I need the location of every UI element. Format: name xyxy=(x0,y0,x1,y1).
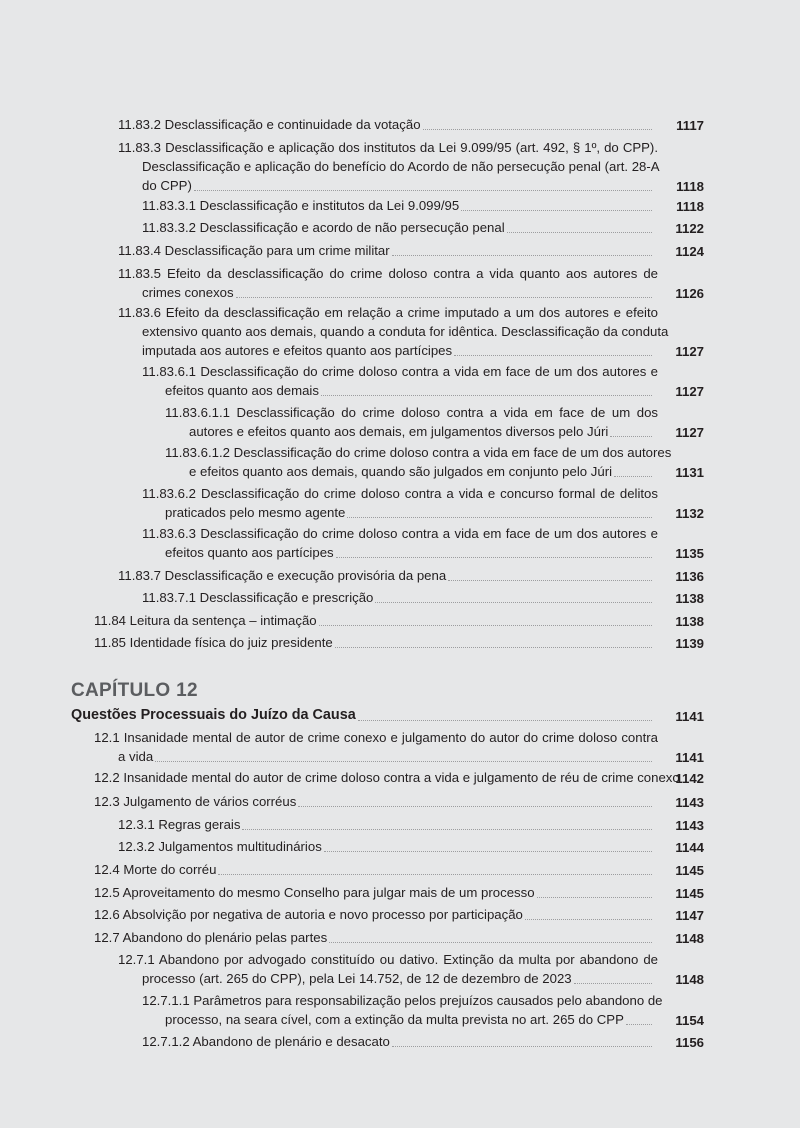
toc-entry-text: 12.2 Insanidade mental do autor de crime doloso contra a vida e julgamento de réu de crime conexo xyxy=(94,770,680,785)
dot-leader xyxy=(525,919,652,920)
page-number: 1118 xyxy=(676,199,704,214)
toc-entry-text: 12.1 Insanidade mental de autor de crime conexo e julgamento do autor do crime doloso contra xyxy=(94,730,658,745)
dot-leader xyxy=(298,806,652,807)
toc-entry-text: extensivo quanto aos demais, quando a conduta for idêntica. Desclassificação da conduta xyxy=(142,324,669,339)
page-number: 1132 xyxy=(675,506,704,521)
toc-entry-text: Questões Processuais do Juízo da Causa xyxy=(71,707,356,723)
page-number: 1118 xyxy=(676,179,704,194)
page-number: 1143 xyxy=(675,795,704,810)
toc-entry-text: efeitos quanto aos demais xyxy=(165,383,319,398)
dot-leader xyxy=(236,297,652,298)
page-number: 1144 xyxy=(675,840,704,855)
page-number: 1156 xyxy=(675,1035,704,1050)
toc-entry-text: crimes conexos xyxy=(142,285,234,300)
dot-leader xyxy=(358,720,652,721)
toc-entry-text: 11.85 Identidade física do juiz presidente xyxy=(94,635,333,650)
toc-entry-text: 12.7.1.2 Abandono de plenário e desacato xyxy=(142,1034,390,1049)
page-number: 1127 xyxy=(675,384,704,399)
dot-leader xyxy=(610,436,652,437)
toc-entry-text: processo (art. 265 do CPP), pela Lei 14.752, de 12 de dezembro de 2023 xyxy=(142,971,572,986)
toc-entry-text: autores e efeitos quanto aos demais, em julgamentos diversos pelo Júri xyxy=(189,424,609,439)
dot-leader xyxy=(155,761,652,762)
dot-leader xyxy=(574,983,652,984)
dot-leader xyxy=(218,874,652,875)
toc-entry-text: 11.83.7.1 Desclassificação e prescrição xyxy=(142,590,374,605)
dot-leader xyxy=(626,1024,652,1025)
page-number: 1143 xyxy=(675,818,704,833)
toc-entry-text: 11.83.6.2 Desclassificação do crime doloso contra a vida e concurso formal de delitos xyxy=(142,486,658,501)
dot-leader xyxy=(375,602,652,603)
page-number: 1148 xyxy=(675,931,704,946)
dot-leader xyxy=(242,829,652,830)
page-number: 1136 xyxy=(675,569,704,584)
toc-entry-text: 12.7 Abandono do plenário pelas partes xyxy=(94,930,328,945)
toc-entry-text: 12.7.1.1 Parâmetros para responsabilização pelos prejuízos causados pelo abandono de xyxy=(142,993,663,1008)
toc-entry-text: 12.3.2 Julgamentos multitudinários xyxy=(118,839,322,854)
toc-entry-text: 11.83.6.1.2 Desclassificação do crime doloso contra a vida em face de um dos autores xyxy=(165,445,672,460)
dot-leader xyxy=(194,190,652,191)
toc-entry-text: efeitos quanto aos partícipes xyxy=(165,545,334,560)
toc-entry-text: do CPP) xyxy=(142,178,192,193)
page-number: 1126 xyxy=(675,286,704,301)
toc-entry-text: 11.83.3.2 Desclassificação e acordo de não persecução penal xyxy=(142,220,505,235)
toc-entry-text: 11.83.7 Desclassificação e execução provisória da pena xyxy=(118,568,447,583)
page-number: 1124 xyxy=(675,244,704,259)
toc-entry-text: 12.5 Aproveitamento do mesmo Conselho para julgar mais de um processo xyxy=(94,885,535,900)
chapter-title: CAPÍTULO 12 xyxy=(71,680,198,701)
toc-entry-text: 11.83.3.1 Desclassificação e institutos da Lei 9.099/95 xyxy=(142,198,460,213)
page-number: 1154 xyxy=(675,1013,704,1028)
dot-leader xyxy=(537,897,652,898)
dot-leader xyxy=(461,210,652,211)
dot-leader xyxy=(454,355,652,356)
page-number: 1127 xyxy=(675,425,704,440)
toc-entry-text: 11.83.6.3 Desclassificação do crime doloso contra a vida em face de um dos autores e xyxy=(142,526,658,541)
dot-leader xyxy=(448,580,652,581)
dot-leader xyxy=(335,647,652,648)
page-number: 1127 xyxy=(675,344,704,359)
toc-entry-text: 11.83.2 Desclassificação e continuidade da votação xyxy=(118,117,421,132)
toc-entry-text: Desclassificação e aplicação do benefício do Acordo de não persecução penal (art. 28-A xyxy=(142,159,660,174)
toc-entry-text: 12.3.1 Regras gerais xyxy=(118,817,241,832)
toc-entry-text: 12.4 Morte do corréu xyxy=(94,862,217,877)
dot-leader xyxy=(319,625,652,626)
toc-entry-text: praticados pelo mesmo agente xyxy=(165,505,346,520)
toc-entry-text: imputada aos autores e efeitos quanto aos partícipes xyxy=(142,343,453,358)
dot-leader xyxy=(392,255,652,256)
page-number: 1147 xyxy=(675,908,704,923)
toc-entry-text: 12.3 Julgamento de vários corréus xyxy=(94,794,297,809)
dot-leader xyxy=(614,476,652,477)
dot-leader xyxy=(336,557,652,558)
dot-leader xyxy=(423,129,652,130)
dot-leader xyxy=(324,851,652,852)
page-number: 1141 xyxy=(675,750,704,765)
toc-entry-text: 11.84 Leitura da sentença – intimação xyxy=(94,613,317,628)
toc-entry-text: 12.6 Absolvição por negativa de autoria e novo processo por participação xyxy=(94,907,523,922)
dot-leader xyxy=(321,395,652,396)
page-number: 1148 xyxy=(675,972,704,987)
toc-entry-text: 11.83.4 Desclassificação para um crime militar xyxy=(118,243,390,258)
toc-entry-text: a vida xyxy=(118,749,154,764)
page-number: 1139 xyxy=(675,636,704,651)
page-number: 1117 xyxy=(676,118,704,133)
page-number: 1138 xyxy=(675,614,704,629)
toc-entry-text: 11.83.5 Efeito da desclassificação do crime doloso contra a vida quanto aos autores de xyxy=(118,266,658,281)
toc-entry-text: processo, na seara cível, com a extinção da multa prevista no art. 265 do CPP xyxy=(165,1012,624,1027)
toc-entry-text: 11.83.6.1 Desclassificação do crime doloso contra a vida em face de um dos autores e xyxy=(142,364,658,379)
page-number: 1141 xyxy=(675,709,704,724)
page-number: 1131 xyxy=(675,465,704,480)
dot-leader xyxy=(347,517,652,518)
page-number: 1122 xyxy=(675,221,704,236)
dot-leader xyxy=(329,942,652,943)
page-number: 1135 xyxy=(675,546,704,561)
page-number: 1145 xyxy=(675,863,704,878)
toc-entry-text: 12.7.1 Abandono por advogado constituído ou dativo. Extinção da multa por abandono de xyxy=(118,952,658,967)
dot-leader xyxy=(392,1046,652,1047)
page-number: 1145 xyxy=(675,886,704,901)
toc-entry-text: 11.83.6.1.1 Desclassificação do crime doloso contra a vida em face de um dos xyxy=(165,405,658,420)
page-number: 1142 xyxy=(675,771,704,786)
dot-leader xyxy=(507,232,652,233)
page-number: 1138 xyxy=(675,591,704,606)
toc-entry-text: e efeitos quanto aos demais, quando são julgados em conjunto pelo Júri xyxy=(189,464,613,479)
toc-entry-text: 11.83.6 Efeito da desclassificação em relação a crime imputado a um dos autores e efeito xyxy=(118,305,658,320)
toc-entry-text: 11.83.3 Desclassificação e aplicação dos institutos da Lei 9.099/95 (art. 492, § 1º, do CPP). xyxy=(118,140,658,155)
